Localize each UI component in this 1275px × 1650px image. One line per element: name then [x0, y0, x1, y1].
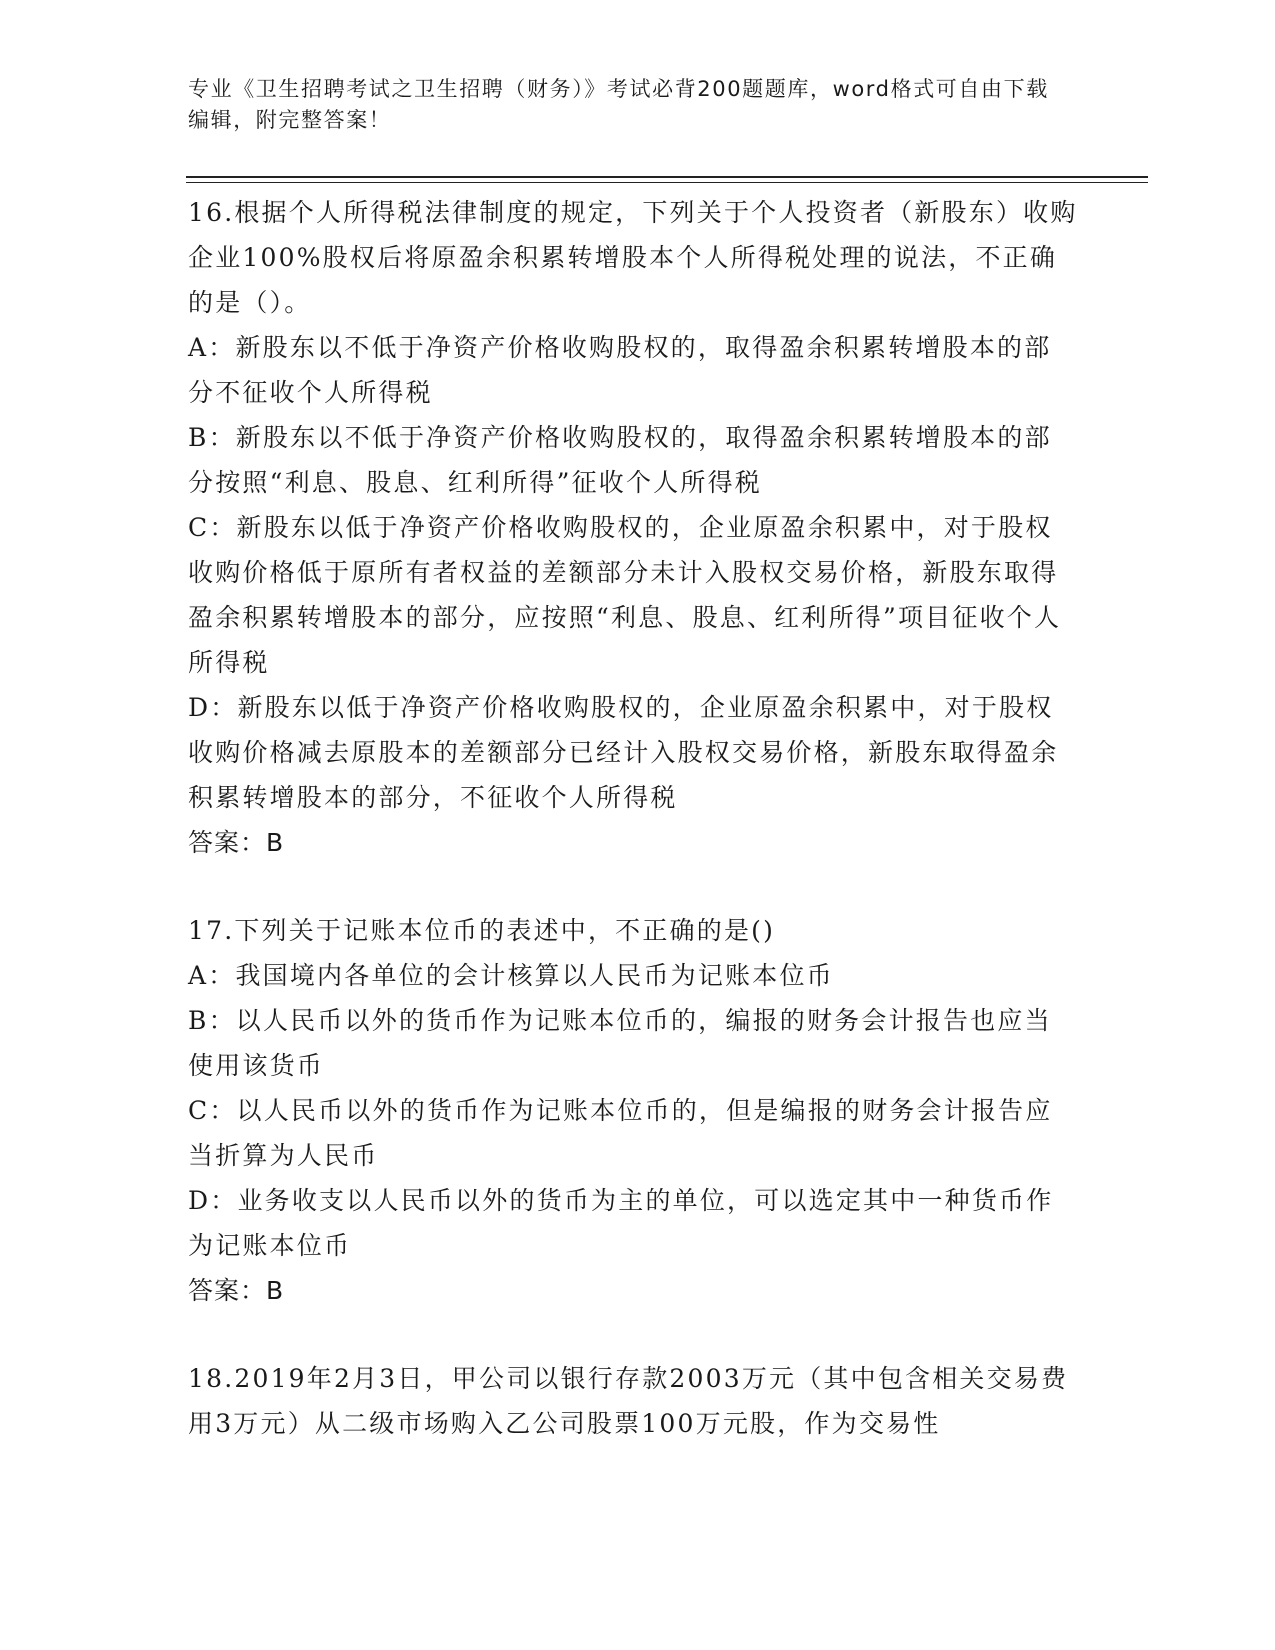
question-stem: 18.2019年2月3日，甲公司以银行存款2003万元（其中包含相关交易费用3万元）从二级市场购入乙公司股票100万元股，作为交易性 — [188, 1364, 1069, 1438]
spacer — [188, 1314, 1078, 1356]
option-c: C：以人民币以外的货币作为记账本位币的，但是编报的财务会计报告应当折算为人民币 — [188, 1096, 1053, 1170]
answer: 答案：B — [188, 1276, 285, 1305]
header-divider-thick — [186, 176, 1148, 178]
spacer — [188, 866, 1078, 908]
option-d: D：新股东以低于净资产价格收购股权的，企业原盈余积累中，对于股权收购价格减去原股本的差额部分已经计入股权交易价格，新股东取得盈余积累转增股本的部分，不征收个人所得税 — [188, 693, 1059, 812]
answer: 答案：B — [188, 828, 285, 857]
header-text: 专业《卫生招聘考试之卫生招聘（财务）》考试必背200题题库，word格式可自由下载编辑，附完整答案！ — [188, 77, 1049, 132]
question-16 — [188, 190, 1078, 866]
question-stem: 17.下列关于记账本位币的表述中，不正确的是() — [188, 916, 776, 945]
question-18 — [188, 1356, 1078, 1446]
question-list — [188, 190, 1078, 1446]
header-divider-thin — [186, 182, 1148, 183]
question-stem: 16.根据个人所得税法律制度的规定，下列关于个人投资者（新股东）收购企业100%股权后将原盈余积累转增股本个人所得税处理的说法，不正确的是（）。 — [188, 198, 1078, 317]
question-17 — [188, 908, 1078, 1314]
option-b: B：以人民币以外的货币作为记账本位币的，编报的财务会计报告也应当使用该货币 — [188, 1006, 1052, 1080]
option-b: B：新股东以不低于净资产价格收购股权的，取得盈余积累转增股本的部分按照“利息、股息、红利所得”征收个人所得税 — [188, 423, 1052, 497]
option-a: A：我国境内各单位的会计核算以人民币为记账本位币 — [188, 961, 834, 990]
option-d: D：业务收支以人民币以外的货币为主的单位，可以选定其中一种货币作为记账本位币 — [188, 1186, 1054, 1260]
document-header — [188, 74, 1068, 136]
option-a: A：新股东以不低于净资产价格收购股权的，取得盈余积累转增股本的部分不征收个人所得税 — [188, 333, 1052, 407]
option-c: C：新股东以低于净资产价格收购股权的，企业原盈余积累中，对于股权收购价格低于原所有者权益的差额部分未计入股权交易价格，新股东取得盈余积累转增股本的部分，应按照“利息、股息、红利所得”项目征收个人所得税 — [188, 513, 1062, 677]
